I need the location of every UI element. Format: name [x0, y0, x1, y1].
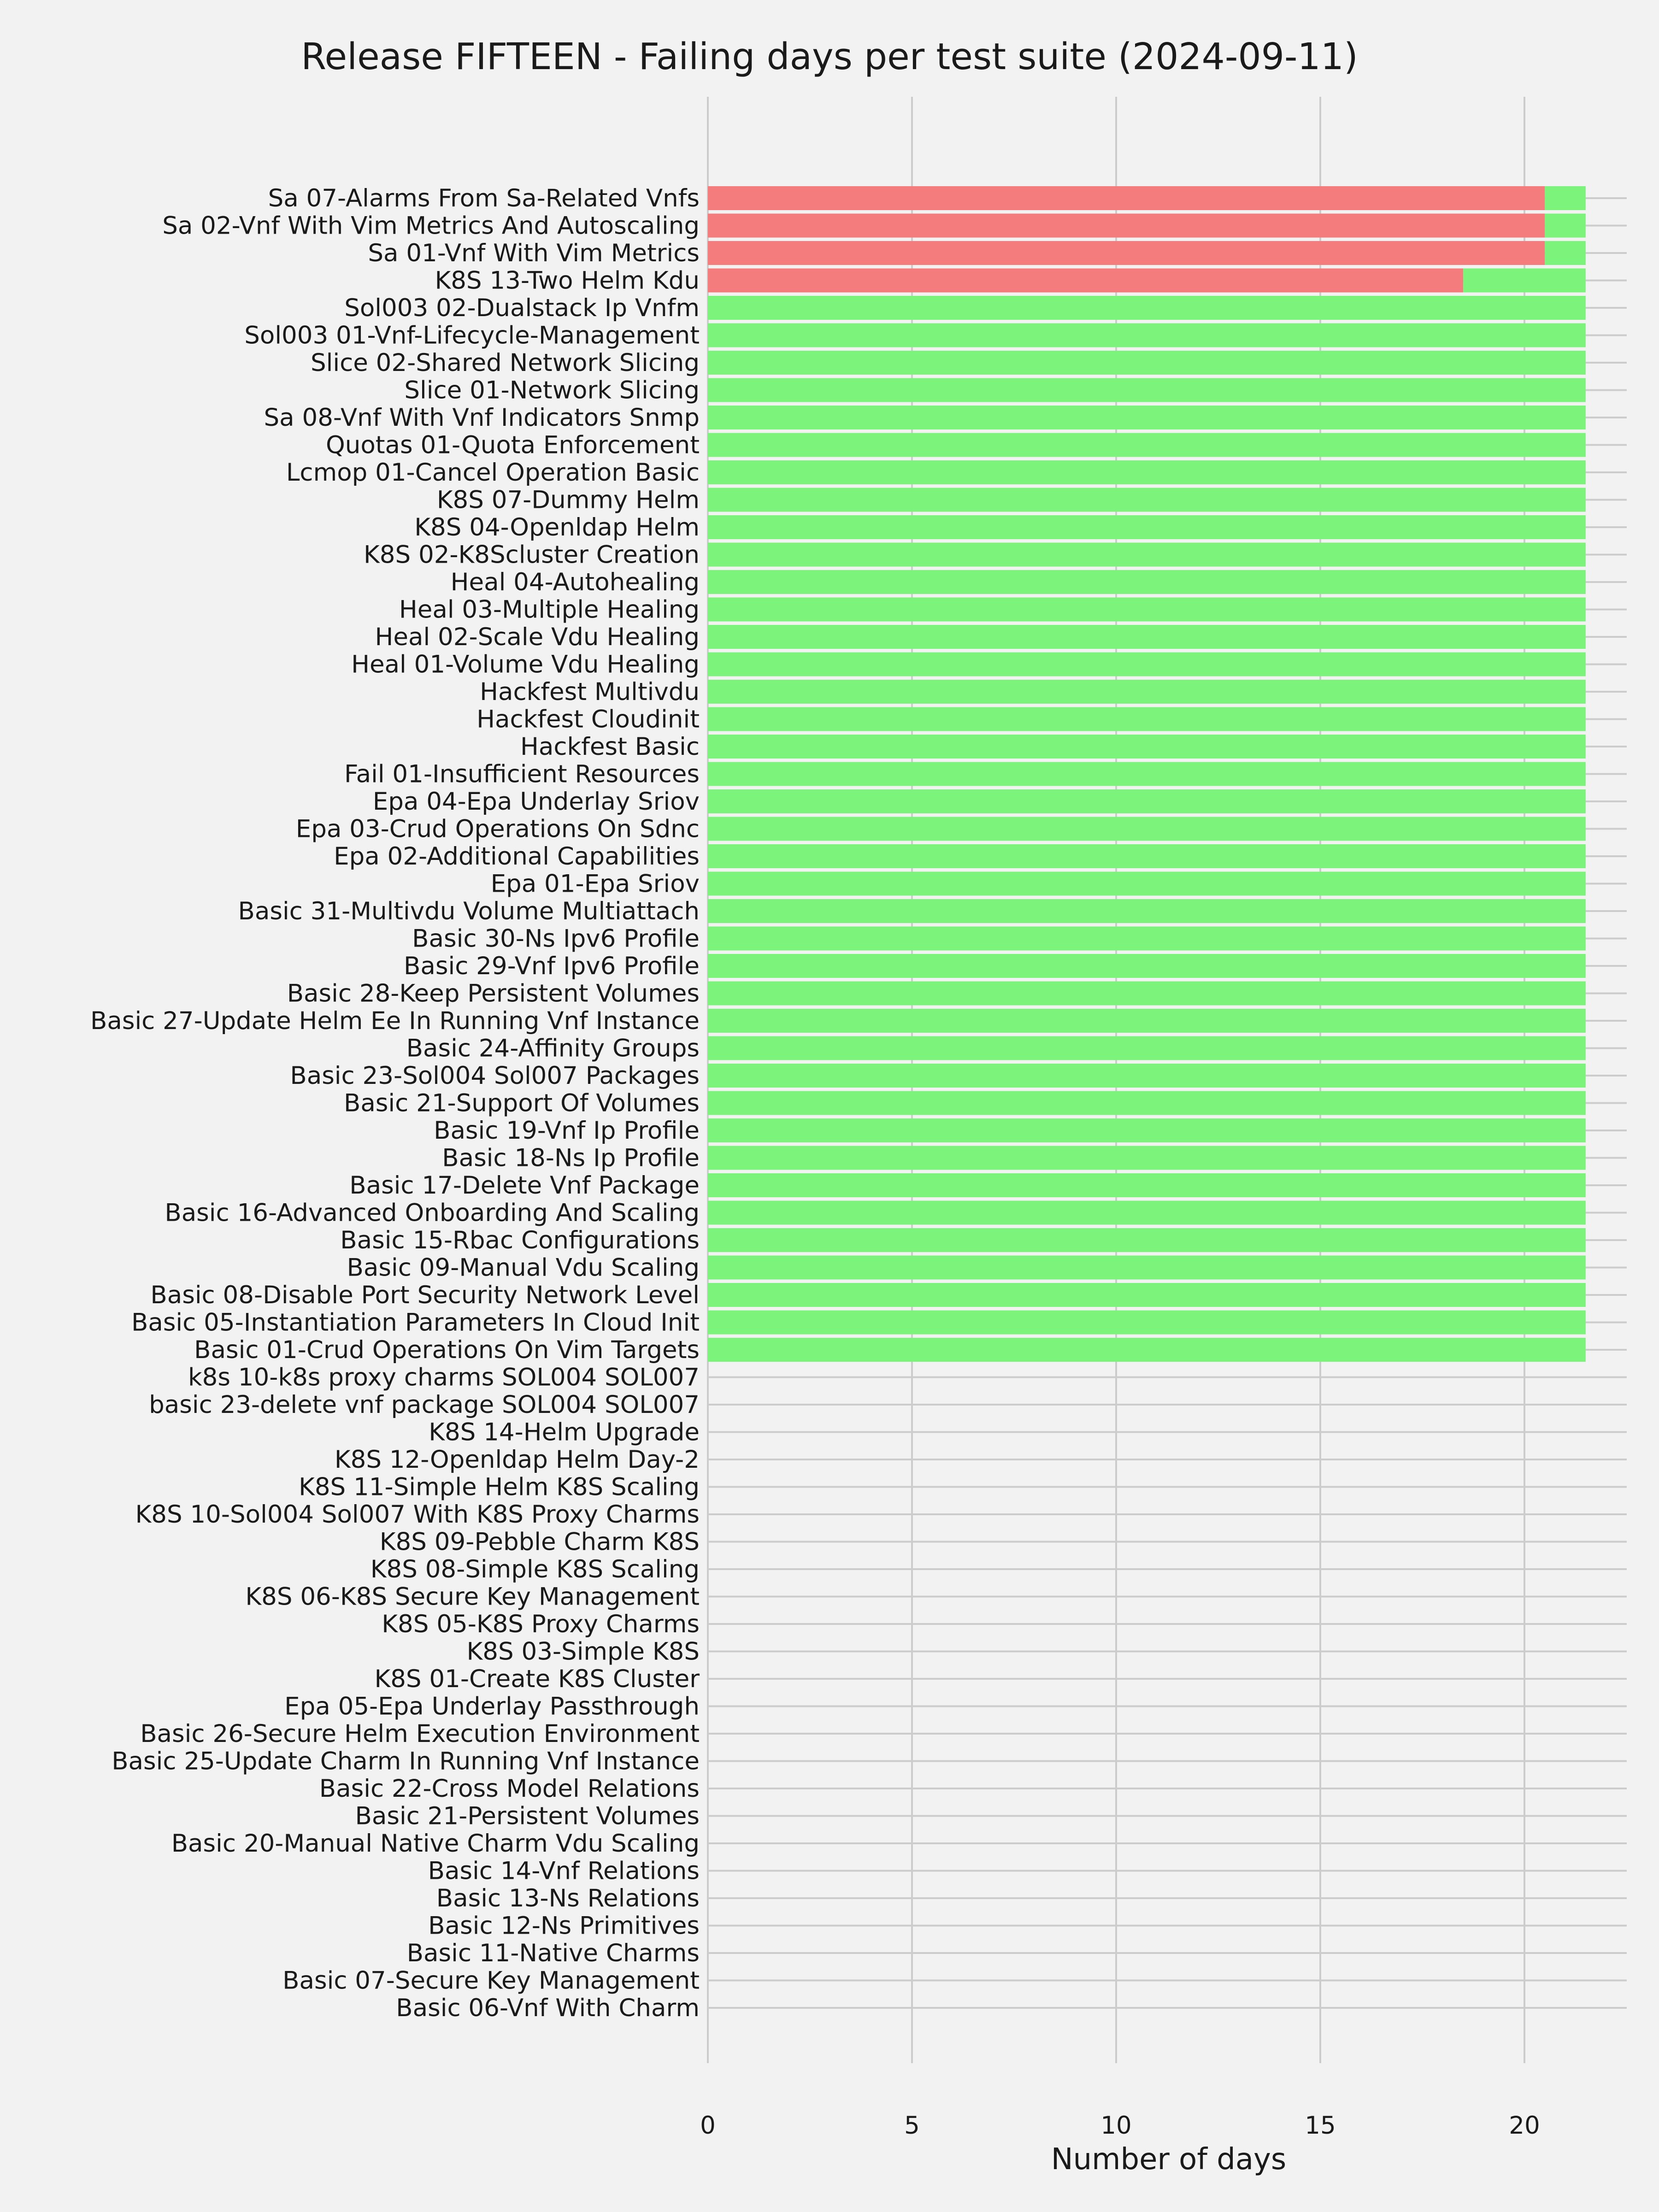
bar-passing [708, 543, 1586, 567]
y-tick-label: K8S 08-Simple K8S Scaling [370, 1555, 700, 1583]
y-tick-label: K8S 05-K8S Proxy Charms [382, 1610, 700, 1638]
bar-passing [708, 378, 1586, 402]
bar-layer [708, 186, 1586, 1362]
x-tick-labels [700, 2112, 1540, 2140]
y-tick-label: Basic 14-Vnf Relations [428, 1857, 700, 1885]
bar-passing [708, 789, 1586, 813]
bar-passing [708, 982, 1586, 1006]
bar-passing [708, 460, 1586, 484]
y-tick-label: Heal 02-Scale Vdu Healing [375, 623, 700, 651]
y-tick-label: Heal 04-Autohealing [450, 568, 700, 596]
y-tick-labels [90, 184, 700, 2022]
bar-passing [1463, 269, 1586, 293]
bar-passing [708, 406, 1586, 429]
bar-passing [708, 1009, 1586, 1033]
x-tick-label: 20 [1509, 2112, 1540, 2140]
y-tick-label: Sol003 01-Vnf-Lifecycle-Management [244, 321, 700, 350]
y-tick-label: Epa 03-Crud Operations On Sdnc [295, 815, 700, 843]
y-tick-label: Basic 22-Cross Model Relations [319, 1775, 700, 1803]
y-tick-label: Sa 08-Vnf With Vnf Indicators Snmp [264, 404, 700, 432]
y-tick-label: K8S 09-Pebble Charm K8S [379, 1528, 700, 1556]
bar-passing [708, 324, 1586, 347]
y-tick-label: Basic 19-Vnf Ip Profile [434, 1117, 700, 1145]
y-tick-label: Basic 15-Rbac Configurations [340, 1226, 700, 1254]
y-tick-label: Lcmop 01-Cancel Operation Basic [286, 459, 700, 487]
bar-passing [708, 954, 1586, 978]
bar-passing [708, 1064, 1586, 1088]
y-tick-label: Hackfest Cloudinit [477, 705, 700, 734]
y-tick-label: Basic 26-Secure Helm Execution Environment [140, 1720, 700, 1748]
y-tick-label: Quotas 01-Quota Enforcement [326, 431, 700, 459]
bar-failing [708, 214, 1545, 238]
y-tick-label: Basic 21-Support Of Volumes [343, 1089, 700, 1118]
bar-passing [708, 1036, 1586, 1060]
y-tick-label: K8S 07-Dummy Helm [436, 486, 700, 514]
bar-passing [708, 1338, 1586, 1362]
y-tick-label: Epa 05-Epa Underlay Passthrough [284, 1692, 700, 1721]
y-tick-label: Basic 17-Delete Vnf Package [349, 1171, 700, 1200]
bar-passing [708, 1311, 1586, 1335]
bar-passing [708, 515, 1586, 539]
y-tick-label: Basic 09-Manual Vdu Scaling [347, 1253, 700, 1282]
y-tick-label: Basic 27-Update Helm Ee In Running Vnf Instance [90, 1007, 700, 1035]
y-tick-label: Sol003 02-Dualstack Ip Vnfm [344, 294, 700, 322]
bar-passing [708, 1091, 1586, 1115]
y-tick-label: Basic 24-Affinity Groups [406, 1034, 700, 1063]
y-tick-label: k8s 10-k8s proxy charms SOL004 SOL007 [188, 1363, 700, 1392]
bar-passing [708, 488, 1586, 512]
bar-passing [1545, 186, 1586, 210]
chart-title: Release FIFTEEN - Failing days per test suite (2024-09-11) [301, 35, 1358, 78]
y-tick-label: K8S 12-Openldap Helm Day-2 [334, 1446, 700, 1474]
y-tick-label: Basic 16-Advanced Onboarding And Scaling [165, 1199, 700, 1227]
y-tick-label: Epa 04-Epa Underlay Sriov [372, 788, 700, 816]
y-tick-label: Basic 05-Instantiation Parameters In Cloud Init [131, 1308, 700, 1337]
x-tick-label: 5 [904, 2112, 920, 2140]
bar-passing [708, 598, 1586, 622]
y-tick-label: K8S 04-Openldap Helm [414, 513, 700, 541]
y-tick-label: basic 23-delete vnf package SOL004 SOL007 [149, 1391, 700, 1419]
bar-passing [708, 1256, 1586, 1280]
y-tick-label: K8S 13-Two Helm Kdu [435, 266, 700, 295]
bar-passing [708, 1283, 1586, 1307]
bar-failing [708, 269, 1463, 293]
y-tick-label: Epa 02-Additional Capabilities [334, 842, 700, 871]
bar-passing [708, 1228, 1586, 1252]
bar-passing [1545, 214, 1586, 238]
y-tick-label: Basic 01-Crud Operations On Vim Targets [194, 1336, 700, 1364]
y-tick-label: Basic 18-Ns Ip Profile [442, 1144, 700, 1172]
y-tick-label: K8S 02-K8Scluster Creation [364, 541, 700, 569]
y-tick-label: Basic 07-Secure Key Management [282, 1966, 700, 1995]
bar-passing [708, 653, 1586, 677]
x-tick-label: 0 [700, 2112, 716, 2140]
bar-passing [708, 817, 1586, 841]
bar-passing [1545, 241, 1586, 265]
y-tick-label: Basic 13-Ns Relations [436, 1884, 700, 1912]
bar-passing [708, 570, 1586, 594]
y-tick-label: Basic 31-Multivdu Volume Multiattach [238, 897, 700, 925]
bar-passing [708, 625, 1586, 649]
bar-passing [708, 433, 1586, 457]
bar-passing [708, 680, 1586, 704]
bar-failing [708, 241, 1545, 265]
y-tick-label: Epa 01-Epa Sriov [490, 870, 700, 898]
bar-passing [708, 296, 1586, 320]
y-tick-label: Basic 06-Vnf With Charm [396, 1994, 700, 2022]
y-tick-label: K8S 03-Simple K8S [466, 1637, 700, 1666]
y-tick-label: Basic 30-Ns Ipv6 Profile [412, 924, 700, 953]
bar-passing [708, 762, 1586, 786]
y-tick-label: Sa 07-Alarms From Sa-Related Vnfs [268, 184, 700, 212]
y-tick-label: Heal 03-Multiple Healing [399, 595, 700, 624]
y-tick-label: Basic 08-Disable Port Security Network Level [150, 1281, 700, 1309]
y-tick-label: Basic 25-Update Charm In Running Vnf Instance [112, 1747, 700, 1776]
y-tick-label: K8S 06-K8S Secure Key Management [245, 1583, 700, 1611]
y-tick-label: Slice 02-Shared Network Slicing [310, 349, 700, 377]
bar-passing [708, 927, 1586, 951]
bar-passing [708, 1146, 1586, 1170]
bar-passing [708, 351, 1586, 375]
y-tick-label: Basic 21-Persistent Volumes [355, 1802, 700, 1830]
bar-passing [708, 872, 1586, 896]
bar-passing [708, 1173, 1586, 1197]
y-tick-label: Basic 11-Native Charms [406, 1939, 700, 1967]
bar-passing [708, 1118, 1586, 1142]
y-tick-label: Hackfest Multivdu [480, 678, 700, 706]
y-tick-label: Sa 02-Vnf With Vim Metrics And Autoscaling [162, 212, 700, 240]
x-tick-label: 15 [1305, 2112, 1336, 2140]
y-tick-label: Basic 29-Vnf Ipv6 Profile [404, 952, 700, 980]
bar-passing [708, 735, 1586, 759]
y-tick-label: Fail 01-Insufficient Resources [344, 760, 700, 788]
y-tick-label: Basic 23-Sol004 Sol007 Packages [290, 1062, 700, 1090]
y-tick-label: Basic 12-Ns Primitives [428, 1912, 700, 1940]
y-tick-label: Heal 01-Volume Vdu Healing [351, 650, 700, 679]
x-tick-label: 10 [1100, 2112, 1132, 2140]
x-axis-label: Number of days [1051, 2142, 1287, 2177]
y-tick-label: Basic 20-Manual Native Charm Vdu Scaling [171, 1830, 700, 1858]
bar-passing [708, 844, 1586, 868]
y-tick-label: K8S 10-Sol004 Sol007 With K8S Proxy Charms [135, 1500, 700, 1529]
y-tick-label: Slice 01-Network Slicing [404, 376, 700, 405]
bar-failing [708, 186, 1545, 210]
y-tick-label: Basic 28-Keep Persistent Volumes [287, 979, 700, 1008]
bar-passing [708, 899, 1586, 923]
bar-passing [708, 1201, 1586, 1225]
y-tick-label: Sa 01-Vnf With Vim Metrics [368, 239, 700, 267]
bar-passing [708, 707, 1586, 731]
y-tick-label: K8S 14-Helm Upgrade [429, 1418, 700, 1447]
y-tick-label: Hackfest Basic [520, 733, 700, 761]
y-tick-label: K8S 01-Create K8S Cluster [374, 1665, 700, 1693]
y-tick-label: K8S 11-Simple Helm K8S Scaling [299, 1473, 700, 1501]
